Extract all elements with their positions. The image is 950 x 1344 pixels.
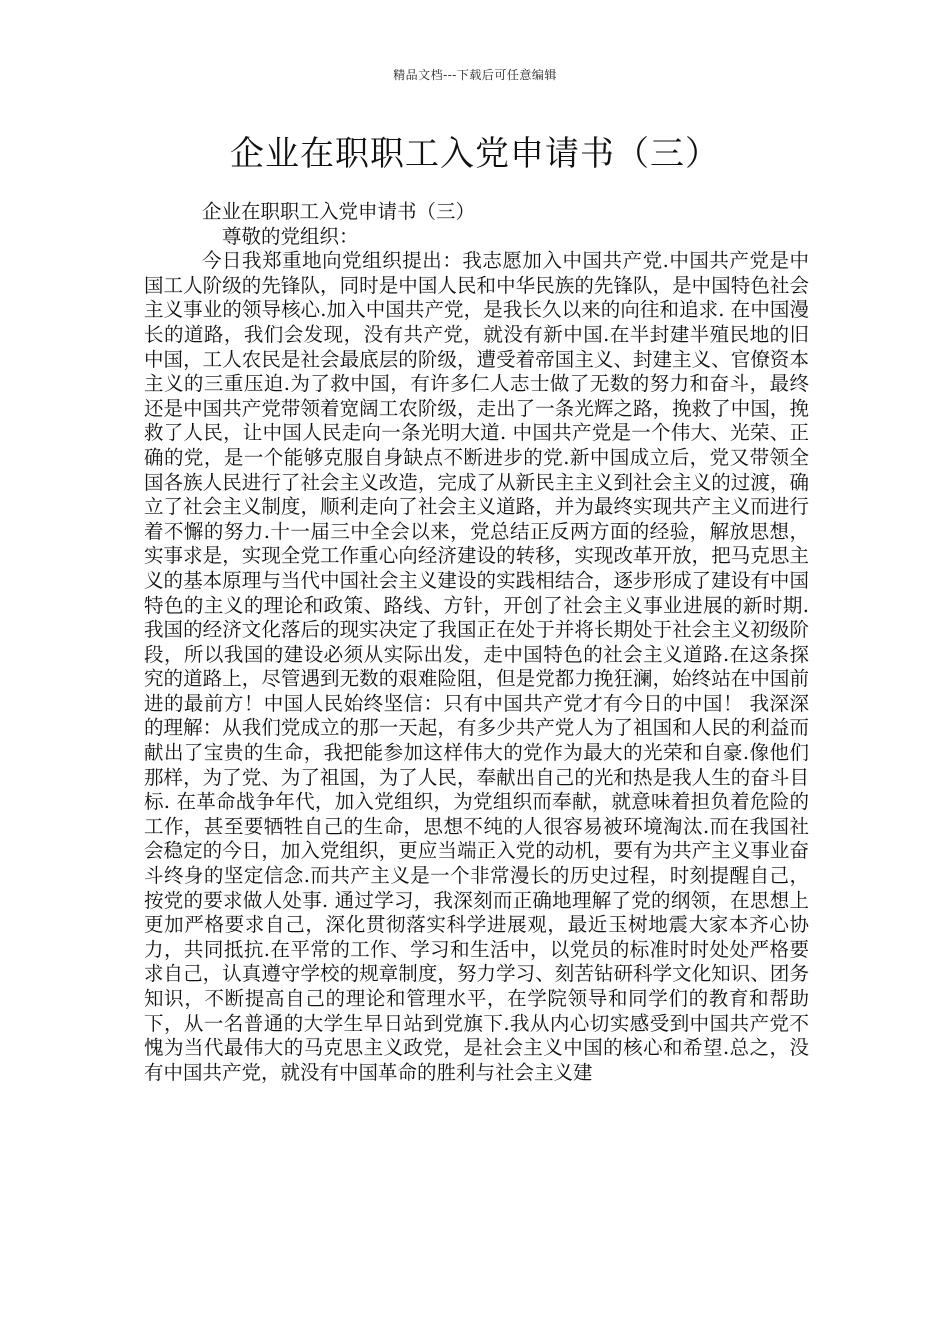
salutation: 尊敬的党组织：	[222, 224, 359, 248]
document-title: 企业在职职工入党申请书（三）	[230, 134, 720, 174]
document-content	[144, 200, 809, 1085]
document-subtitle: 企业在职职工入党申请书（三）	[202, 200, 476, 223]
body-paragraph: 今日我郑重地向党组织提出：我志愿加入中国共产党.中国共产党是中国工人阶级的先锋队，同时是中国人民和中华民族的先锋队，是中国特色社会主义事业的领导核心.加入中国共产党，是我长久以来的向往和追求. 在中国漫长的道路，我们会发现，没有共产党，就没有新中国.在半封建半殖民地的旧中国，工人农民是社会最底层的阶级，遭受着帝国主义、封建主义、官僚资本主义的三重压迫.为了救中国，有许多仁人志士做了无数的努力和奋斗，最终还是中国共产党带领着宽阔工农阶级，走出了一条光辉之路，挽救了中国，挽救了人民，让中国人民走向一条光明大道. 中国共产党是一个伟大、光荣、正确的党，是一个能够克服自身缺点不断进步的党.新中国成立后，党又带领全国各族人民进行了社会主义改造，完成了从新民主主义到社会主义的过渡，确立了社会主义制度，顺利走向了社会主义道路，并为最终实现共产主义而进行着不懈的努力.十一届三中全会以来，党总结正反两方面的经验，解放思想，实事求是，实现全党工作重心向经济建设的转移，实现改革开放，把马克思主义的基本原理与当代中国社会主义建设的实践相结合，逐步形成了建设有中国特色的主义的理论和政策、路线、方针，开创了社会主义事业进展的新时期. 我国的经济文化落后的现实决定了我国正在处于并将长期处于社会主义初级阶段，所以我国的建设必须从实际出发，走中国特色的社会主义道路.在这条探究的道路上，尽管遇到无数的艰难险阻，但是党都力挽狂澜，始终站在中国前进的最前方！中国人民始终坚信：只有中国共产党才有今日的中国！ 我深深的理解：从我们党成立的那一天起，有多少共产党人为了祖国和人民的利益而献出了宝贵的生命，我把能参加这样伟大的党作为最大的光荣和自豪.像他们那样，为了党、为了祖国，为了人民，奉献出自己的光和热是我人生的奋斗目标. 在革命战争年代，加入党组织，为党组织而奉献，就意味着担负着危险的工作，甚至要牺牲自己的生命，思想不纯的人很容易被环境淘汰.而在我国社会稳定的今日，加入党组织，更应当端正入党的动机，要有为共产主义事业奋斗终身的坚定信念.而共产主义是一个非常漫长的历史过程，时刻提醒自己，按党的要求做人处事. 通过学习，我深刻而正确地理解了党的纲领，在思想上更加严格要求自己，深化贯彻落实科学进展观，最近玉树地震大家本齐心协力，共同抵抗.在平常的工作、学习和生活中，以党员的标准时时处处严格要求自己，认真遵守学校的规章制度，努力学习、刻苦钻研科学文化知识、团务知识，不断提高自己的理论和管理水平，在学院领导和同学们的教育和帮助下，从一名普通的大学生早日站到党旗下.我从内心切实感受到中国共产党不愧为当代最伟大的马克思主义政党，是社会主义中国的核心和希望.总之，没有中国共产党，就没有中国革命的胜利与社会主义建	[144, 249, 809, 1084]
page-header-note: 精品文档---下载后可任意编辑	[393, 68, 557, 82]
